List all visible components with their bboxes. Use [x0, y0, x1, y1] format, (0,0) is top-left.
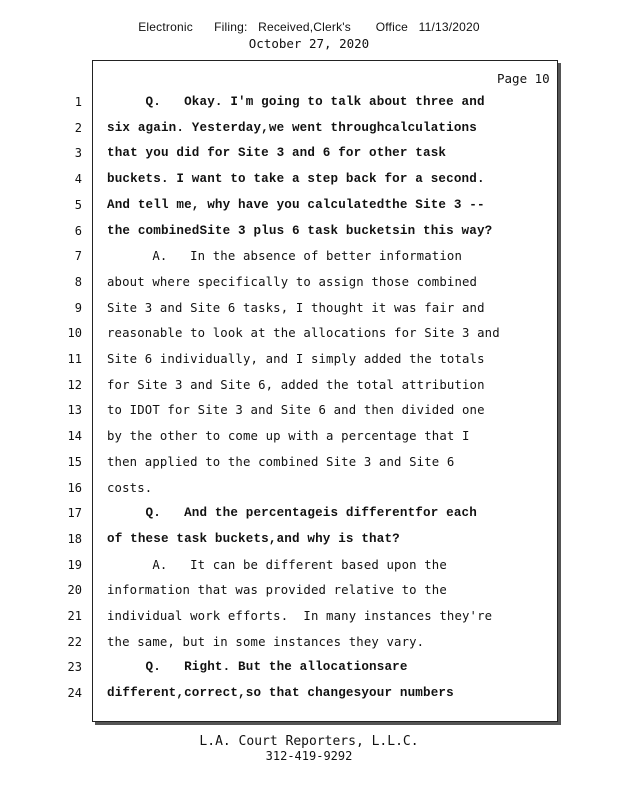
- transcript-line: [0, 172, 618, 197]
- reporter-phone: 312-419-9292: [265, 749, 353, 763]
- line-number: 9: [74, 300, 82, 315]
- filing-stamp: Electronic Filing: Received,Clerk's Office 11/13/2020: [138, 20, 480, 34]
- transcript-line: [0, 506, 618, 531]
- transcript-line: [0, 532, 618, 557]
- reporter-company: L.A. Court Reporters, L.L.C.: [199, 734, 419, 749]
- line-text: buckets. I want to take a step back for a second.: [107, 172, 485, 187]
- line-number: 10: [67, 326, 82, 341]
- page-number: Page 10: [497, 71, 550, 86]
- line-number: 8: [74, 274, 82, 289]
- line-text: And tell me, why have you calculatedthe Site 3 --: [107, 197, 485, 212]
- line-number: 24: [67, 686, 82, 701]
- line-number: 23: [67, 660, 82, 675]
- line-text: individual work efforts. In many instances they're: [107, 609, 493, 623]
- line-text: Q. Okay. I'm going to talk about three and: [107, 95, 485, 109]
- line-text: six again. Yesterday,we went throughcalculations: [107, 120, 477, 135]
- line-text: Site 6 individually, and I simply added the totals: [107, 352, 485, 366]
- transcript-line: [0, 224, 618, 249]
- line-text: different,correct,so that changesyour numbers: [107, 686, 454, 701]
- line-number: 21: [67, 609, 82, 623]
- transcript-line: [0, 95, 618, 120]
- line-number: 11: [67, 352, 82, 366]
- line-number: 6: [74, 223, 82, 238]
- transcript-line: [0, 583, 618, 608]
- line-number: 20: [67, 583, 82, 598]
- transcript-line: [0, 429, 618, 454]
- line-number: 15: [67, 454, 82, 469]
- line-number: 12: [67, 377, 82, 392]
- line-text: about where specifically to assign those combined: [107, 274, 478, 289]
- line-text: information that was provided relative to the: [107, 583, 447, 598]
- line-text: A. In the absence of better information: [107, 249, 463, 264]
- line-number: 7: [74, 249, 82, 264]
- line-text: Q. And the percentageis differentfor each: [107, 506, 477, 521]
- transcript-line: [0, 609, 618, 634]
- line-text: Site 3 and Site 6 tasks, I thought it was fair and: [107, 300, 485, 315]
- transcript-line: [0, 558, 618, 583]
- transcript-line: [0, 403, 618, 428]
- line-number: 22: [67, 634, 82, 649]
- line-text: then applied to the combined Site 3 and Site 6: [107, 454, 455, 469]
- line-text: by the other to come up with a percentage that I: [107, 429, 470, 444]
- transcript-line: [0, 275, 618, 300]
- transcript-line: [0, 686, 618, 711]
- line-text: Q. Right. But the allocationsare: [107, 660, 408, 675]
- line-number: 3: [74, 146, 82, 161]
- transcript-line: [0, 378, 618, 403]
- line-number: 17: [67, 506, 82, 521]
- line-text: reasonable to look at the allocations for Site 3 and: [107, 326, 500, 341]
- line-text: A. It can be different based upon the: [107, 557, 447, 572]
- line-number: 5: [74, 197, 82, 212]
- transcript-line: [0, 352, 618, 377]
- transcript-line: [0, 481, 618, 506]
- line-number: 18: [67, 531, 82, 546]
- line-text: for Site 3 and Site 6, added the total attribution: [107, 377, 485, 392]
- line-text: that you did for Site 3 and 6 for other task: [107, 146, 447, 161]
- line-text: costs.: [107, 480, 153, 495]
- line-number: 4: [74, 172, 82, 187]
- line-text: the combinedSite 3 plus 6 task bucketsin this way?: [107, 223, 493, 238]
- transcript-line: [0, 198, 618, 223]
- line-number: 16: [67, 480, 82, 495]
- transcript-line: [0, 301, 618, 326]
- transcript-line: [0, 635, 618, 660]
- transcript-line: [0, 660, 618, 685]
- transcript-line: [0, 146, 618, 171]
- line-number: 2: [74, 120, 82, 135]
- line-number: 19: [67, 557, 82, 572]
- transcript-line: [0, 121, 618, 146]
- line-number: 1: [74, 95, 82, 109]
- line-text: of these task buckets,and why is that?: [107, 531, 400, 546]
- line-number: 14: [67, 429, 82, 444]
- transcript-date: October 27, 2020: [248, 36, 370, 51]
- transcript-line: [0, 455, 618, 480]
- transcript-line: [0, 326, 618, 351]
- line-number: 13: [67, 403, 82, 418]
- line-text: to IDOT for Site 3 and Site 6 and then divided one: [107, 403, 485, 418]
- line-text: the same, but in some instances they vary.: [107, 634, 425, 649]
- transcript-line: [0, 249, 618, 274]
